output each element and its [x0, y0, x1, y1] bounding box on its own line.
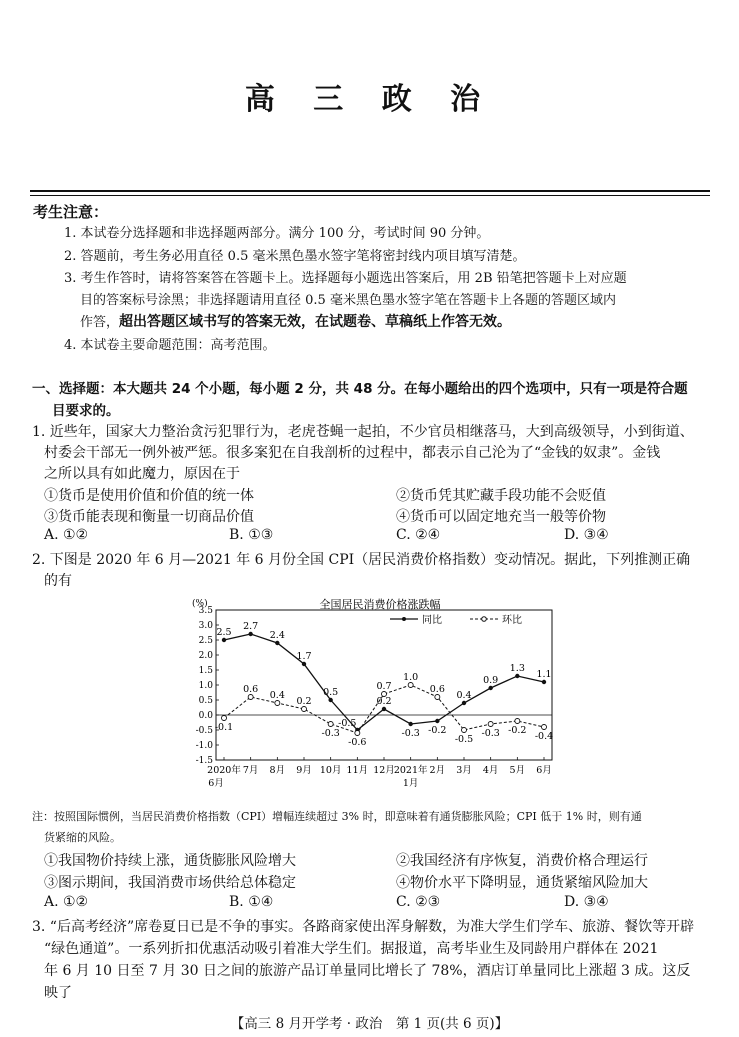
data-label-mom: -0.3 — [481, 728, 500, 739]
data-point-mom — [302, 707, 307, 712]
data-point-mom — [462, 728, 467, 733]
notice-item: 目的答案标号涂黑；非选择题请用直径 0.5 毫米黑色墨水签字笔在答题卡上各题的答题区域内 — [80, 293, 616, 308]
y-tick-label: 3.0 — [198, 621, 213, 631]
data-point-yoy — [382, 707, 386, 711]
x-tick-label: 2021年 — [393, 765, 428, 776]
question-1-choice: B. ①③ — [229, 527, 274, 543]
question-3-line: 3. “后高考经济”席卷夏日已是不争的事实。各路商家使出浑身解数，为准大学生们学车、旅游、餐饮等开辟 — [32, 919, 695, 935]
data-point-yoy — [222, 638, 226, 642]
data-point-yoy — [302, 662, 306, 666]
data-label-yoy: 1.7 — [296, 651, 312, 662]
y-tick-label: 0.5 — [198, 696, 213, 706]
question-2-option: ①我国物价持续上涨，通货膨胀风险增大 — [44, 853, 296, 869]
data-point-yoy — [462, 701, 466, 705]
y-tick-label: 3.5 — [198, 606, 213, 616]
data-label-yoy: -0.3 — [401, 728, 420, 739]
question-2-choice: A. ①② — [44, 894, 89, 910]
data-label-mom: -0.6 — [348, 737, 367, 748]
question-1-option: ①货币是使用价值和价值的统一体 — [44, 488, 254, 504]
question-1-choice: A. ①② — [44, 527, 89, 543]
data-point-mom — [355, 731, 360, 736]
chart-note: 注：按照国际惯例，当居民消费价格指数（CPI）增幅连续超过 3% 时，即意味着有通货膨胀风险；CPI 低于 1% 时，则有通 — [32, 810, 642, 823]
header-rule — [30, 190, 710, 192]
data-point-mom — [435, 695, 440, 700]
data-point-yoy — [248, 632, 252, 636]
data-label-mom: 0.7 — [376, 681, 392, 692]
data-label-mom: -0.2 — [508, 725, 527, 736]
data-point-yoy — [435, 719, 439, 723]
legend-label-yoy: 同比 — [422, 615, 442, 626]
notice-heading: 考生注意： — [33, 203, 109, 221]
data-point-yoy — [515, 674, 519, 678]
notice-item: 4. 本试卷主要命题范围：高考范围。 — [64, 338, 276, 353]
data-label-yoy: 1.3 — [509, 663, 525, 674]
x-tick-label: 4月 — [482, 765, 499, 776]
data-label-mom: 0.6 — [243, 684, 259, 695]
x-tick-label: 2020年 — [207, 765, 241, 776]
data-label-yoy: 2.7 — [243, 621, 259, 632]
data-point-mom — [408, 683, 413, 688]
notice-item: 2. 答题前，考生务必用直径 0.5 毫米黑色墨水签字笔将密封线内项目填写清楚。 — [64, 249, 526, 264]
y-tick-label: 2.5 — [198, 636, 213, 646]
x-tick-label: 7月 — [242, 765, 259, 776]
question-1-option: ③货币能表现和衡量一切商品价值 — [44, 509, 254, 525]
data-point-mom — [382, 692, 387, 697]
data-point-mom — [248, 695, 253, 700]
chart-legend — [390, 613, 522, 626]
notice-item: 1. 本试卷分选择题和非选择题两部分。满分 100 分，考试时间 90 分钟。 — [64, 226, 490, 241]
x-tick-label: 9月 — [296, 765, 312, 776]
question-2-line: 的有 — [44, 573, 72, 589]
x-tick-label: 2月 — [429, 765, 446, 776]
y-tick-label: 1.0 — [198, 681, 213, 691]
cpi-chart — [180, 592, 560, 796]
question-1-line: 1. 近些年，国家大力整治贪污犯罪行为，老虎苍蝇一起拍，不少官员相继落马，大到高级领导，小到街道、 — [32, 424, 694, 440]
data-label-yoy: 2.5 — [216, 627, 232, 638]
data-point-mom — [515, 719, 520, 724]
x-tick-label: 11月 — [346, 765, 369, 776]
question-2-option: ④物价水平下降明显，通货紧缩风险加大 — [396, 875, 648, 891]
data-label-mom: -0.1 — [214, 722, 234, 733]
data-point-mom — [488, 722, 493, 727]
data-label-mom: -0.5 — [454, 734, 474, 745]
data-point-yoy — [275, 641, 279, 645]
data-point-yoy — [408, 722, 412, 726]
data-label-yoy: 0.2 — [376, 696, 392, 707]
question-2-line: 2. 下图是 2020 年 6 月—2021 年 6 月份全国 CPI（居民消费价格指数）变动情况。据此，下列推测正确 — [32, 552, 691, 568]
question-1-line: 村委会干部无一例外被严惩。很多案犯在自我剖析的过程中，都表示自己沦为了“金钱的奴隶”。金钱 — [44, 445, 661, 461]
data-point-yoy — [328, 698, 332, 702]
data-label-yoy: -0.2 — [428, 725, 447, 736]
chart-note: 货紧缩的风险。 — [44, 831, 121, 844]
x-tick-label: 5月 — [509, 765, 526, 776]
y-tick-label: 2.0 — [198, 651, 213, 661]
data-label-mom: 0.6 — [429, 684, 445, 695]
x-tick-label: 12月 — [373, 765, 395, 776]
question-2-option: ③图示期间，我国消费市场供给总体稳定 — [44, 875, 296, 891]
data-label-mom: 1.0 — [403, 672, 419, 683]
question-2-choice: C. ②③ — [396, 894, 441, 910]
y-tick-label: -1.5 — [195, 756, 213, 766]
question-2-option: ②我国经济有序恢复，消费价格合理运行 — [396, 853, 648, 869]
data-point-mom — [328, 722, 333, 727]
question-1-option: ②货币凭其贮藏手段功能不会贬值 — [396, 488, 606, 504]
data-point-yoy — [488, 686, 492, 690]
section-heading-cont: 目要求的。 — [52, 403, 120, 419]
data-point-yoy — [542, 680, 546, 684]
question-2-choice: D. ③④ — [564, 894, 609, 910]
data-label-mom: 0.4 — [269, 690, 285, 701]
y-axis-label: (%) — [192, 599, 208, 609]
question-3-line: “绿色通道”。一系列折扣优惠活动吸引着准大学生们。据报道，高考毕业生及同龄用户群体在 2021 — [44, 941, 659, 957]
data-label-yoy: 0.5 — [323, 687, 339, 698]
question-1-choice: C. ②④ — [396, 527, 441, 543]
data-label-yoy: 1.1 — [536, 669, 552, 680]
x-tick-label-sub: 6月 — [208, 778, 224, 789]
data-label-mom: -0.3 — [321, 728, 340, 739]
data-label-mom: -0.4 — [534, 731, 554, 742]
data-point-mom — [542, 725, 547, 730]
legend-label-mom: 环比 — [502, 615, 522, 626]
header-rule-thin — [30, 195, 710, 196]
notice-item: 3. 考生作答时，请将答案答在答题卡上。选择题每小题选出答案后，用 2B 铅笔把答题卡上对应题 — [64, 271, 627, 286]
y-tick-label: -0.5 — [195, 726, 213, 736]
data-label-yoy: -0.5 — [338, 718, 357, 729]
notice-emphasis: 超出答题区域书写的答案无效，在试题卷、草稿纸上作答无效。 — [119, 314, 512, 330]
data-point-mom — [222, 716, 227, 721]
x-tick-label: 3月 — [456, 765, 472, 776]
notice-text: 作答， — [80, 315, 120, 330]
question-1-line: 之所以具有如此魔力，原因在于 — [44, 466, 240, 482]
y-tick-label: -1.0 — [195, 741, 213, 751]
data-point-mom — [275, 701, 280, 706]
x-tick-label: 8月 — [269, 765, 286, 776]
question-1-choice: D. ③④ — [564, 527, 609, 543]
y-tick-label: 1.5 — [198, 666, 213, 676]
x-tick-label-sub: 1月 — [402, 778, 419, 789]
data-label-mom: 0.2 — [296, 696, 312, 707]
data-label-yoy: 0.9 — [483, 675, 499, 686]
question-3-line: 映了 — [44, 985, 72, 1001]
section-heading: 一、选择题：本大题共 24 个小题，每小题 2 分，共 48 分。在每小题给出的四个选项中，只有一项是符合题 — [32, 381, 688, 397]
page-title: 高 三 政 治 — [244, 82, 495, 117]
x-tick-label: 10月 — [319, 765, 342, 776]
data-label-yoy: 2.4 — [269, 630, 285, 641]
y-tick-label: 0.0 — [198, 711, 213, 721]
question-2-choice: B. ①④ — [229, 894, 274, 910]
x-tick-label: 6月 — [536, 765, 552, 776]
page-footer: 【高三 8 月开学考 · 政治 第 1 页(共 6 页)】 — [230, 1016, 509, 1032]
question-1-option: ④货币可以固定地充当一般等价物 — [396, 509, 606, 525]
data-label-yoy: 0.4 — [456, 690, 472, 701]
question-3-line: 年 6 月 10 日至 7 月 30 日之间的旅游产品订单量同比增长了 78%，酒店订单量同比上涨超 3 成。这反 — [44, 963, 691, 979]
notice-item — [80, 311, 511, 331]
chart-title: 全国居民消费价格涨跌幅 — [319, 598, 441, 611]
